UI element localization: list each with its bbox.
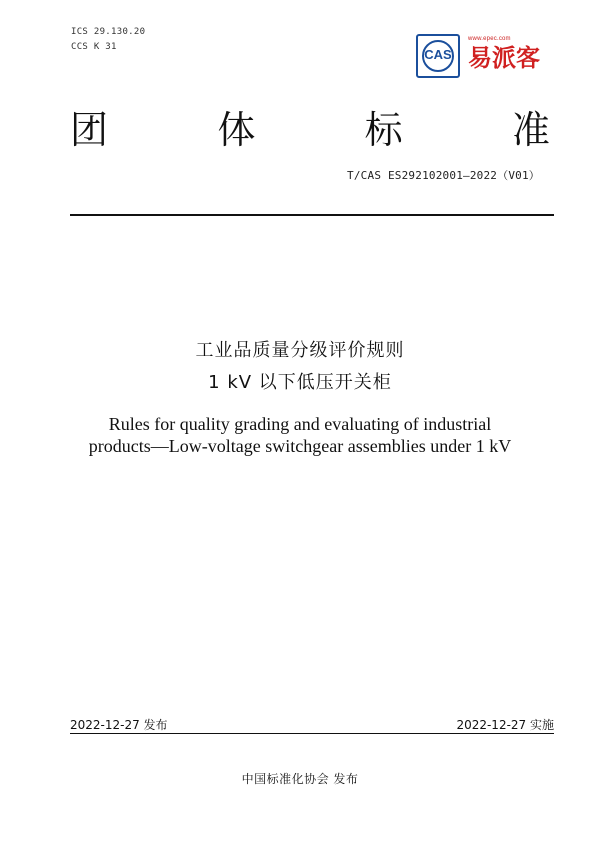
brand-url: www.epec.com [468,36,511,42]
document-type-char: 标 [364,108,403,152]
standard-number: T/CAS ES292102001—2022（V01） [347,169,540,182]
cas-logo-text: CAS [424,47,452,62]
logo [416,34,556,80]
document-type-char: 体 [217,108,256,152]
title-cn-line1: 工业品质量分级评价规则 [195,340,405,361]
document-type-char: 团 [70,108,109,152]
cas-logo-icon [416,34,460,78]
title-en-line2: products—Low-voltage switchgear assemblies under 1 kV [88,436,512,456]
footer-divider [70,733,554,734]
brand-name: 易派客 [468,44,540,72]
title-cn-line2: 1 kV 以下低压开关柜 [208,372,392,393]
implement-date: 2022-12-27 实施 [456,718,554,732]
ccs-code: CCS K 31 [71,42,117,52]
document-type-heading [70,105,550,155]
publisher: 中国标准化协会 发布 [241,772,359,786]
document-type-char: 准 [511,108,550,152]
header-divider [70,214,554,216]
publish-date: 2022-12-27 发布 [70,718,168,732]
title-en-line1: Rules for quality grading and evaluating of industrial [108,414,492,434]
ics-code: ICS 29.130.20 [71,27,146,37]
